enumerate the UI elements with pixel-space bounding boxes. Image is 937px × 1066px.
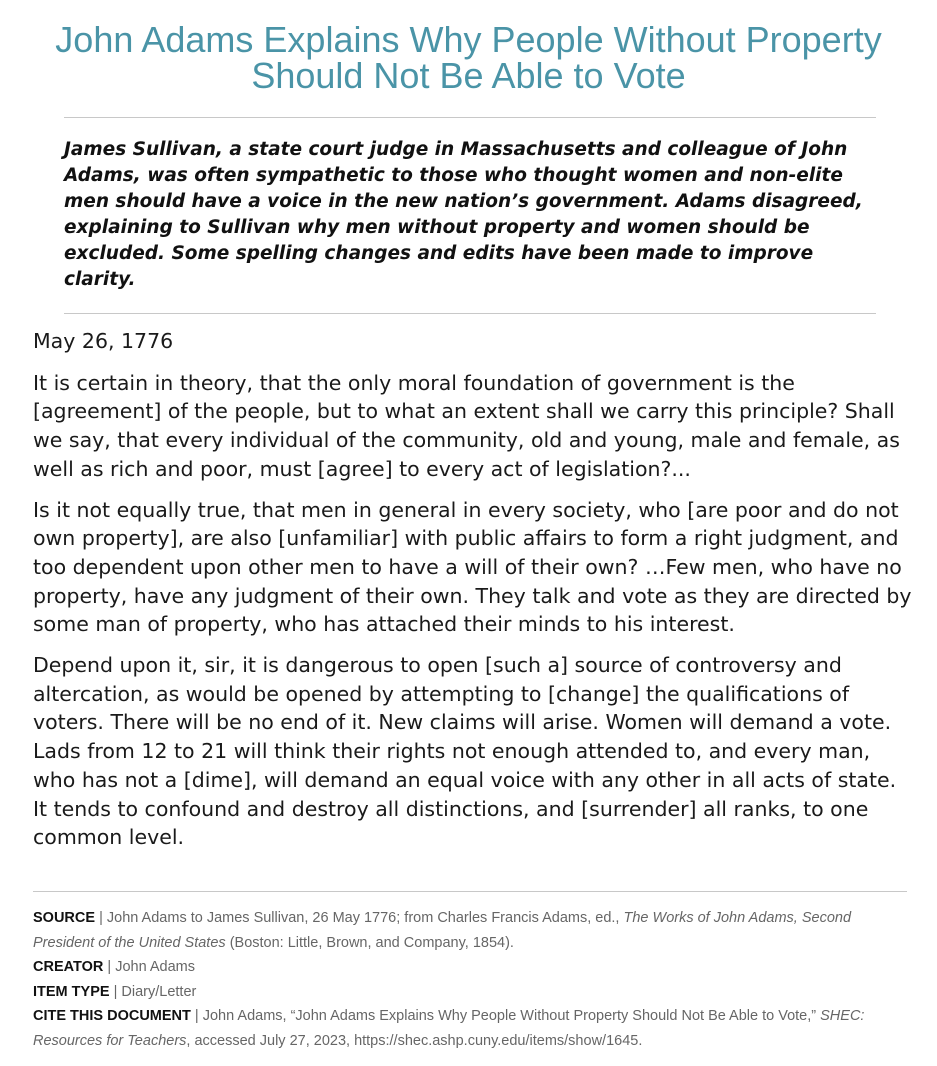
cite-separator: | xyxy=(194,1008,199,1024)
letter-body xyxy=(33,327,913,864)
page-title: John Adams Explains Why People Without Property Should Not Be Able to Vote xyxy=(55,19,882,96)
source-label: SOURCE xyxy=(33,910,96,926)
intro-bottom-divider xyxy=(64,313,876,314)
item-type-separator: | xyxy=(113,983,118,1000)
letter-paragraph-2: Is it not equally true, that men in general in every society, who [are poor and do not own property], are also [unfamiliar] with public affairs to form a right judgment, and too dependent upon other men to have a will of their own? …Few men, who have no property, have any judgment of their own. They talk and vote as they are directed by some man of property, who has attached their minds to his interest. xyxy=(33,497,912,637)
cite-label: CITE THIS DOCUMENT xyxy=(33,1008,191,1024)
creator-separator: | xyxy=(107,959,112,975)
source-work-title: The Works of John Adams, Second President of the United States xyxy=(33,910,852,951)
source-text-2: (Boston: Little, Brown, and Company, 1854). xyxy=(229,934,514,951)
item-type-label: ITEM TYPE xyxy=(33,983,110,1000)
metadata-section xyxy=(33,906,913,1053)
letter-date: May 26, 1776 xyxy=(33,329,174,353)
intro-summary: James Sullivan, a state court judge in Massachusetts and colleague of John Adams, was often sympathetic to those who thought women and non-elite men should have a voice in the new nation’s government. Adams disagreed, explaining to Sullivan why men without property and women should be excluded. Some spelling changes and edits have been made to improve clarity. xyxy=(64,139,863,290)
creator-label: CREATOR xyxy=(33,959,104,975)
metadata-divider xyxy=(33,891,907,892)
creator-row xyxy=(33,955,913,980)
creator-value: John Adams xyxy=(115,959,196,975)
letter-paragraph-1: It is certain in theory, that the only moral foundation of government is the [agreement] of the people, but to what an extent shall we carry this principle? Shall we say, that every individual of the community, old and young, male and female, as well as rich and poor, must [agree] to every act of legislation?... xyxy=(33,370,900,481)
cite-text-2: , accessed July 27, 2023, https://shec.ashp.cuny.edu/items/show/1645. xyxy=(186,1032,643,1049)
cite-row xyxy=(33,1004,913,1053)
cite-work-title: SHEC: Resources for Teachers xyxy=(33,1008,865,1049)
source-text-1: John Adams to James Sullivan, 26 May 1776; from Charles Francis Adams, ed., xyxy=(106,910,620,926)
item-type-value: Diary/Letter xyxy=(121,983,197,1000)
cite-text-1: John Adams, “John Adams Explains Why People Without Property Should Not Be Able to Vote,” xyxy=(202,1008,817,1024)
intro-top-divider xyxy=(64,117,876,118)
source-row xyxy=(33,906,913,955)
item-type-row xyxy=(33,980,913,1005)
source-separator: | xyxy=(99,910,103,926)
letter-paragraph-3: Depend upon it, sir, it is dangerous to open [such a] source of controversy and altercation, as would be opened by attempting to [change] the qualifications of voters. There will be no end of it. New claims will arise. Women will demand a vote. Lads from 12 to 21 will think their rights not enough attended to, and every man, who has not a [dime], will demand an equal voice with any other in all acts of state. It tends to confound and destroy all distinctions, and [surrender] all ranks, to one common level. xyxy=(33,653,897,850)
